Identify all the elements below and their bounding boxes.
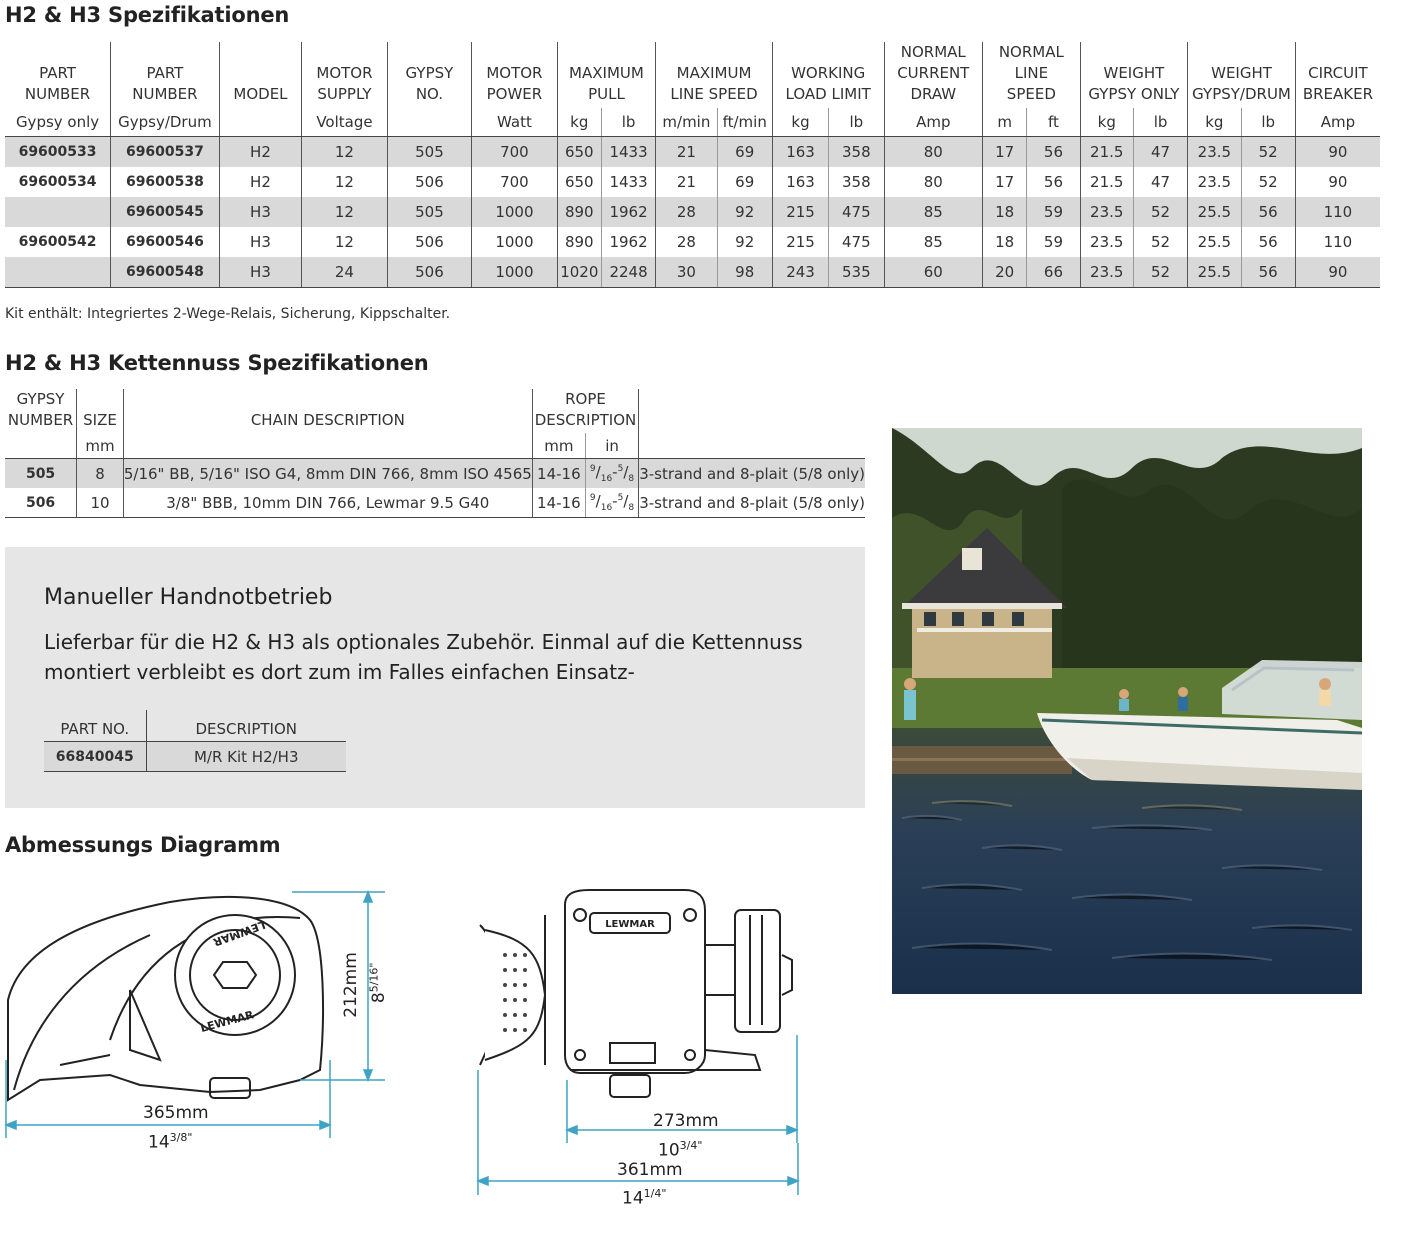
col-weight-drum: WEIGHT GYPSY/DRUM: [1188, 42, 1296, 108]
spec-cell: 80: [884, 167, 983, 197]
spec-cell: 1020: [557, 257, 601, 288]
spec-cell: [5, 197, 111, 227]
manual-title: Manueller Handnotbetrieb: [44, 585, 333, 610]
front-width2-mm: 361mm: [617, 1160, 683, 1180]
col-part-drum: PART NUMBER: [111, 42, 220, 108]
rope-in-cell: $^9/_{16}-^5/_8$: [585, 459, 638, 489]
spec-cell: 92: [717, 227, 772, 257]
spec-cell: 1962: [601, 227, 655, 257]
spec-cell: [5, 257, 111, 288]
col-part-no: PART NO.: [44, 710, 146, 742]
spec-cell: 69600538: [111, 167, 220, 197]
side-length-in: $14^{3/8"}$: [148, 1131, 193, 1153]
logo-front: LEWMAR: [605, 919, 655, 930]
spec-cell: 28: [656, 197, 717, 227]
unit-cell: kg: [557, 108, 601, 137]
front-width2-in: $14^{1/4"}$: [622, 1187, 667, 1209]
spec-cell: H3: [219, 257, 301, 288]
unit-cell: Gypsy/Drum: [111, 108, 220, 137]
spec-cell: 110: [1295, 197, 1380, 227]
spec-cell: 506: [387, 167, 471, 197]
rope-in-cell: $^9/_{16}-^5/_8$: [585, 488, 638, 518]
spec-cell: 69600533: [5, 137, 111, 168]
chain-cell: 3/8" BBB, 10mm DIN 766, Lewmar 9.5 G40: [123, 488, 532, 518]
spec-cell: 505: [387, 137, 471, 168]
col-normal-line-speed: NORMAL LINE SPEED: [983, 42, 1081, 108]
size-cell: 10: [77, 488, 124, 518]
side-height-mm: 212mm: [340, 952, 361, 1018]
col-breaker: CIRCUIT BREAKER: [1295, 42, 1380, 108]
rope-mm-cell: 14-16: [532, 459, 585, 489]
spec-cell: 47: [1133, 137, 1187, 168]
unit-cell: in: [585, 433, 638, 459]
kit-part-cell: 66840045: [44, 742, 146, 772]
spec-cell: 25.5: [1188, 197, 1241, 227]
boat-photo: [892, 428, 1362, 994]
spec-cell: 475: [829, 227, 884, 257]
gypsy-header-row: [5, 389, 865, 433]
side-height-in: $8^{5/16"}$: [367, 962, 390, 1004]
chain-cell: 5/16" BB, 5/16" ISO G4, 8mm DIN 766, 8mm ISO 4565: [123, 459, 532, 489]
spec-cell: 69600542: [18, 234, 97, 250]
windlass-front-view: [470, 885, 810, 1205]
spec-cell: 85: [884, 227, 983, 257]
spec-cell: 69: [717, 167, 772, 197]
unit-cell: mm: [532, 433, 585, 459]
spec-cell: 12: [302, 197, 387, 227]
spec-cell: 98: [717, 257, 772, 288]
spec-cell: 1433: [601, 137, 655, 168]
spec-cell: 1962: [601, 197, 655, 227]
spec-cell: 23.5: [1080, 197, 1133, 227]
rope-desc-cell: 3-strand and 8-plait (5/8 only): [639, 488, 865, 518]
spec-cell: 92: [717, 197, 772, 227]
manual-text: Lieferbar für die H2 & H3 als optionales Zubehör. Einmal auf die Kettennuss montiert verbleibt es dort zum im Falles einfachen Einsatz-: [44, 630, 803, 684]
spec-cell: 69600534: [18, 174, 97, 190]
spec-cell: 17: [983, 167, 1027, 197]
spec-cell: 2248: [601, 257, 655, 288]
spec-cell: 215: [772, 197, 828, 227]
unit-cell: [5, 433, 77, 459]
spec-cell: 21: [656, 167, 717, 197]
spec-cell: 23.5: [1080, 227, 1133, 257]
spec-cell: 21.5: [1080, 167, 1133, 197]
spec-cell: 163: [772, 137, 828, 168]
gypsy-cell: 506: [5, 488, 77, 518]
spec-cell: 90: [1295, 137, 1380, 168]
side-length-mm: 365mm: [143, 1103, 209, 1123]
unit-cell: mm: [77, 433, 124, 459]
spec-cell: 59: [1027, 227, 1080, 257]
unit-cell: Amp: [884, 108, 983, 137]
table-row: [5, 227, 1380, 257]
spec-cell: 52: [1133, 257, 1187, 288]
spec-cell: 18: [983, 197, 1027, 227]
col-motor-power: MOTOR POWER: [472, 42, 557, 108]
unit-cell: [123, 433, 532, 459]
spec-cell: 56: [1241, 227, 1295, 257]
spec-cell: 30: [656, 257, 717, 288]
unit-cell: [219, 108, 301, 137]
kit-note: Kit enthält: Integriertes 2-Wege-Relais, Sicherung, Kippschalter.: [5, 306, 451, 322]
spec-cell: 60: [884, 257, 983, 288]
col-rope-desc: [639, 389, 865, 433]
spec-cell: 23.5: [1080, 257, 1133, 288]
col-max-line-speed: MAXIMUM LINE SPEED: [656, 42, 773, 108]
col-max-pull: MAXIMUM PULL: [557, 42, 656, 108]
spec-cell: 1433: [601, 167, 655, 197]
unit-cell: Watt: [472, 108, 557, 137]
spec-cell: 80: [884, 137, 983, 168]
unit-cell: Gypsy only: [5, 108, 111, 137]
table-row: [5, 137, 1380, 168]
spec-cell: 475: [829, 197, 884, 227]
spec-cell: 358: [829, 137, 884, 168]
col-motor-supply: MOTOR SUPPLY: [302, 42, 387, 108]
spec-cell: 24: [302, 257, 387, 288]
spec-cell: 110: [1295, 227, 1380, 257]
spec-cell: 56: [1241, 257, 1295, 288]
col-description: DESCRIPTION: [146, 710, 346, 742]
spec-cell: 25.5: [1188, 227, 1241, 257]
spec-cell: 69: [717, 137, 772, 168]
spec-cell: 12: [302, 137, 387, 168]
windlass-side-view: [0, 880, 400, 1180]
spec-cell: 56: [1027, 137, 1080, 168]
front-width1-mm: 273mm: [653, 1111, 719, 1131]
spec-cell: 700: [472, 167, 557, 197]
spec-cell: 66: [1027, 257, 1080, 288]
spec-units-row: [5, 108, 1380, 137]
spec-cell: 650: [557, 137, 601, 168]
spec-cell: 358: [829, 167, 884, 197]
spec-cell: 21.5: [1080, 137, 1133, 168]
table-row: [44, 742, 346, 772]
col-size: SIZE: [77, 389, 124, 433]
spec-cell: H3: [219, 197, 301, 227]
kit-table: [44, 710, 346, 772]
spec-cell: H3: [219, 227, 301, 257]
spec-cell: 52: [1241, 167, 1295, 197]
gypsy-units-row: [5, 433, 865, 459]
spec-cell: 25.5: [1188, 257, 1241, 288]
col-current-draw: NORMAL CURRENT DRAW: [884, 42, 983, 108]
rope-desc-cell: 3-strand and 8-plait (5/8 only): [639, 459, 865, 489]
gypsy-table: [5, 389, 865, 518]
spec-cell: 69600548: [111, 257, 220, 288]
spec-cell: 215: [772, 227, 828, 257]
spec-cell: 90: [1295, 257, 1380, 288]
table-row: [5, 257, 1380, 288]
unit-cell: Voltage: [302, 108, 387, 137]
col-model: MODEL: [219, 42, 301, 108]
spec-cell: H2: [219, 137, 301, 168]
spec-cell: 1000: [472, 197, 557, 227]
spec-cell: 890: [557, 227, 601, 257]
col-weight-gypsy: WEIGHT GYPSY ONLY: [1080, 42, 1188, 108]
spec-cell: 17: [983, 137, 1027, 168]
gypsy-cell: 505: [5, 459, 77, 489]
spec-cell: 23.5: [1188, 137, 1241, 168]
col-part-gypsy: PART NUMBER: [24, 64, 91, 103]
kit-desc-cell: M/R Kit H2/H3: [146, 742, 346, 772]
spec-cell: 56: [1241, 197, 1295, 227]
unit-cell: lb: [1133, 108, 1187, 137]
spec-cell: 21: [656, 137, 717, 168]
spec-cell: 506: [387, 227, 471, 257]
spec-table: [5, 42, 1380, 288]
front-width1-in: $10^{3/4"}$: [658, 1139, 703, 1161]
table-row: [5, 488, 865, 518]
spec-cell: 52: [1133, 197, 1187, 227]
spec-cell: 650: [557, 167, 601, 197]
unit-cell: [387, 108, 471, 137]
table-row: [5, 459, 865, 489]
spec-cell: H2: [219, 167, 301, 197]
spec-cell: 506: [387, 257, 471, 288]
spec-cell: 890: [557, 197, 601, 227]
unit-cell: m/min: [656, 108, 717, 137]
spec-cell: 28: [656, 227, 717, 257]
spec-cell: 69600546: [111, 227, 220, 257]
table-row: [5, 167, 1380, 197]
spec-cell: 59: [1027, 197, 1080, 227]
spec-cell: 90: [1295, 167, 1380, 197]
unit-cell: kg: [1188, 108, 1241, 137]
size-cell: 8: [77, 459, 124, 489]
spec-cell: 1000: [472, 257, 557, 288]
spec-cell: 243: [772, 257, 828, 288]
unit-cell: Amp: [1295, 108, 1380, 137]
unit-cell: kg: [1080, 108, 1133, 137]
spec-cell: 69600537: [111, 137, 220, 168]
spec-cell: 505: [387, 197, 471, 227]
unit-cell: ft/min: [717, 108, 772, 137]
col-rope: ROPE DESCRIPTION: [532, 389, 638, 433]
manual-panel: [5, 547, 865, 808]
rope-mm-cell: 14-16: [532, 488, 585, 518]
unit-cell: lb: [601, 108, 655, 137]
col-chain: CHAIN DESCRIPTION: [123, 389, 532, 433]
spec-header-row: [5, 42, 1380, 108]
spec-cell: 163: [772, 167, 828, 197]
spec-cell: 12: [302, 227, 387, 257]
unit-cell: ft: [1027, 108, 1080, 137]
gypsy-title: H2 & H3 Kettennuss Spezifikationen: [5, 351, 429, 375]
unit-cell: lb: [1241, 108, 1295, 137]
spec-cell: 23.5: [1188, 167, 1241, 197]
spec-cell: 18: [983, 227, 1027, 257]
diagram-title: Abmessungs Diagramm: [5, 833, 281, 857]
spec-title: H2 & H3 Spezifikationen: [5, 3, 290, 27]
spec-cell: 85: [884, 197, 983, 227]
logo-bottom: LEWMAR: [199, 1008, 256, 1035]
spec-cell: 1000: [472, 227, 557, 257]
spec-cell: 535: [829, 257, 884, 288]
col-working-load: WORKING LOAD LIMIT: [772, 42, 884, 108]
spec-cell: 700: [472, 137, 557, 168]
spec-cell: 52: [1241, 137, 1295, 168]
spec-cell: 52: [1133, 227, 1187, 257]
unit-cell: kg: [772, 108, 828, 137]
unit-cell: lb: [829, 108, 884, 137]
col-gypsy-no: GYPSY NO.: [387, 42, 471, 108]
unit-cell: m: [983, 108, 1027, 137]
spec-cell: 12: [302, 167, 387, 197]
unit-cell: [639, 433, 865, 459]
table-row: [5, 197, 1380, 227]
logo-top: LEWMAR: [211, 917, 268, 949]
spec-cell: 47: [1133, 167, 1187, 197]
spec-cell: 69600545: [111, 197, 220, 227]
spec-cell: 20: [983, 257, 1027, 288]
spec-cell: 56: [1027, 167, 1080, 197]
kit-header-row: [44, 710, 346, 742]
col-gypsy-number: GYPSY NUMBER: [7, 390, 74, 429]
